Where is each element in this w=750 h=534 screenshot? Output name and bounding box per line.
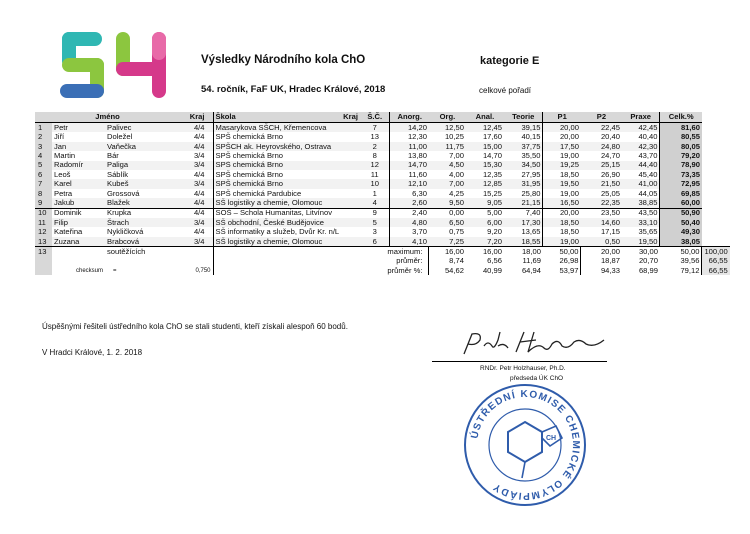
first-name-cell: Radomír — [52, 161, 105, 170]
school-region-cell — [341, 227, 360, 236]
p2-cell: 26,90 — [600, 169, 620, 179]
teorie-cell: 39,15 — [504, 123, 543, 133]
anal-cell: 17,60 — [482, 132, 502, 142]
header-p1: P1 — [543, 112, 581, 123]
summary-pct-cell: 53,97 — [559, 265, 579, 275]
order-label: celkové pořadí — [479, 86, 532, 95]
grade-cell: 4/4 — [163, 208, 213, 218]
summary-pct-cell: 68,99 — [638, 265, 658, 275]
checksum-eq: = — [113, 267, 117, 274]
total-cell: 49,30 — [660, 227, 702, 236]
teorie-cell: 21,15 — [504, 198, 543, 208]
anal-cell: 6,00 — [466, 218, 504, 227]
p2-cell: 21,50 — [581, 179, 622, 188]
p1-cell: 20,00 — [543, 208, 581, 218]
teorie-cell: 27,95 — [521, 169, 541, 179]
anal-cell: 15,25 — [482, 188, 502, 198]
p1-cell: 17,50 — [543, 142, 581, 151]
anorg-cell: 12,10 — [390, 179, 429, 188]
summary-max-cell: 50,00 — [660, 247, 702, 257]
school-cell: SPŠCH ak. Heyrovského, Ostrava — [213, 142, 341, 151]
teorie-cell: 7,40 — [504, 208, 543, 218]
grade-cell: 4/4 — [163, 123, 213, 133]
signer-name: RNDr. Petr Holzhauser, Ph.D. — [480, 365, 566, 372]
first-name-cell: Petr — [52, 123, 105, 133]
school-cell: SPŠ chemická Brno — [213, 179, 341, 188]
school-number-cell: 12 — [360, 161, 390, 170]
p2-cell: 25,15 — [581, 161, 622, 170]
org-cell: 9,50 — [429, 198, 466, 208]
table-row — [35, 208, 730, 218]
school-number-cell: 6 — [360, 237, 390, 247]
school-cell: SPŠ chemická Pardubice — [213, 189, 341, 198]
anorg-cell: 3,70 — [390, 227, 429, 236]
header-grade: Kraj — [163, 112, 213, 123]
table-row — [35, 227, 730, 236]
last-name-cell: Kubeš — [105, 179, 163, 188]
praxe-cell: 43,50 — [622, 208, 660, 218]
table-row — [35, 151, 730, 160]
anorg-cell: 14,20 — [390, 123, 429, 133]
table-header-row — [35, 112, 730, 123]
anorg-cell: 4,10 — [390, 237, 429, 247]
anorg-cell: 11,00 — [390, 142, 429, 151]
school-cell: SPŠ chemická Brno — [213, 161, 341, 170]
rank-cell: 13 — [35, 237, 52, 247]
p1-cell: 19,50 — [543, 179, 581, 188]
praxe-cell: 33,10 — [622, 218, 660, 227]
org-cell: 0,75 — [449, 227, 464, 237]
last-name-cell: Štrach — [105, 218, 163, 227]
summary-max-cell: 30,00 — [622, 247, 660, 257]
summary-avg-cell: 66,55 — [702, 256, 730, 265]
last-name-cell: Doležel — [107, 132, 133, 142]
anorg-cell: 2,40 — [390, 208, 429, 218]
last-name-cell: Palivec — [105, 123, 163, 133]
school-region-cell — [341, 198, 360, 208]
anal-cell: 15,00 — [466, 142, 504, 151]
org-cell: 12,50 — [429, 123, 466, 133]
praxe-cell: 42,45 — [622, 123, 660, 133]
p1-cell: 16,50 — [543, 198, 581, 208]
teorie-cell: 34,50 — [504, 161, 543, 170]
grade-cell: 3/4 — [163, 218, 213, 227]
summary-blank — [213, 256, 341, 265]
p2-cell: 20,40 — [600, 132, 620, 142]
summary-blank — [163, 247, 213, 257]
school-cell: SPŠ chemická Brno — [213, 151, 341, 160]
school-cell: SŠ logistiky a chemie, Olomouc — [213, 198, 341, 208]
anal-cell: 15,30 — [466, 161, 504, 170]
table-row — [35, 142, 730, 151]
grade-cell: 4/4 — [193, 188, 205, 198]
school-number-cell: 13 — [370, 132, 379, 142]
rank-cell: 2 — [35, 132, 52, 141]
school-region-cell — [341, 189, 360, 198]
summary-max-cell: 20,00 — [581, 247, 622, 257]
header-school: Škola — [213, 112, 341, 123]
org-cell: 0,00 — [429, 208, 466, 218]
p2-cell: 23,50 — [581, 208, 622, 218]
teorie-cell: 35,50 — [521, 151, 541, 161]
rank-cell: 10 — [35, 208, 52, 218]
anal-cell: 12,35 — [482, 169, 502, 179]
teorie-cell: 31,95 — [504, 179, 543, 188]
school-cell: SOŠ – Schola Humanitas, Litvínov — [213, 208, 341, 218]
org-cell: 7,25 — [429, 237, 466, 247]
first-name-cell: Jan — [52, 142, 105, 151]
grade-cell: 4/4 — [163, 198, 213, 208]
last-name-cell: Sáblík — [107, 169, 129, 179]
teorie-cell: 17,30 — [504, 218, 543, 227]
summary-blank — [52, 247, 105, 257]
header-anal: Anal. — [466, 112, 504, 123]
category-label: kategorie E — [480, 55, 540, 67]
last-name-cell: Brabcová — [105, 237, 163, 247]
school-number-cell: 4 — [360, 198, 390, 208]
org-cell: 10,25 — [444, 132, 464, 142]
table-row — [35, 198, 730, 208]
summary-avg-cell: 20,70 — [638, 256, 658, 266]
p1-cell: 18,50 — [543, 227, 581, 236]
anorg-cell: 11,60 — [390, 170, 429, 179]
p2-cell: 17,15 — [600, 227, 620, 237]
school-region-cell — [341, 123, 360, 133]
header-school-region: Kraj — [343, 112, 358, 122]
grade-cell: 4/4 — [193, 169, 205, 179]
p2-cell: 22,35 — [581, 198, 622, 208]
anal-cell: 9,05 — [466, 198, 504, 208]
first-name-cell: Leoš — [54, 169, 71, 179]
header-sc: Š.Č. — [360, 112, 390, 123]
school-region-cell — [341, 237, 360, 247]
first-name-cell: Jakub — [52, 198, 105, 208]
teorie-cell: 18,55 — [504, 237, 543, 247]
school-number-cell: 3 — [372, 227, 377, 237]
table-row — [35, 132, 730, 141]
rank-cell: 12 — [35, 227, 52, 236]
results-table — [35, 112, 730, 275]
first-name-cell: Kateřina — [54, 227, 83, 237]
anorg-cell: 12,30 — [390, 132, 429, 141]
total-cell: 80,05 — [660, 142, 702, 151]
header-org: Org. — [429, 112, 466, 123]
summary-max-cell: 16,00 — [466, 247, 504, 257]
grade-cell: 3/4 — [163, 237, 213, 247]
org-cell: 6,50 — [429, 218, 466, 227]
summary-avg-cell: 11,69 — [522, 256, 541, 266]
first-name-cell: Jiří — [54, 132, 65, 142]
rank-cell: 8 — [35, 189, 52, 198]
summary-pct-cell: 79,12 — [680, 265, 700, 275]
svg-text:CH: CH — [546, 435, 557, 442]
anal-cell: 14,70 — [482, 151, 502, 161]
school-cell: SŠ logistiky a chemie, Olomouc — [213, 237, 341, 247]
anorg-cell: 6,30 — [390, 189, 429, 198]
praxe-cell: 40,40 — [638, 132, 658, 142]
anorg-cell: 14,70 — [390, 161, 429, 170]
anal-cell: 7,20 — [466, 237, 504, 247]
rank-cell: 5 — [35, 161, 52, 170]
first-name-cell: Dominik — [52, 208, 105, 218]
grade-cell: 4/4 — [193, 227, 205, 237]
header-rank — [35, 112, 52, 123]
summary-max-cell: 18,00 — [504, 247, 543, 257]
summary-pct-cell: 66,55 — [702, 266, 730, 275]
header-name: Jméno — [52, 112, 163, 123]
praxe-cell: 43,70 — [638, 151, 658, 161]
rank-cell: 11 — [35, 218, 52, 227]
summary-pct-cell: 64,94 — [521, 265, 541, 275]
teorie-cell: 40,15 — [521, 132, 541, 142]
org-cell: 7,00 — [429, 179, 466, 188]
summary-max-cell: 50,00 — [543, 247, 581, 257]
org-cell: 4,50 — [429, 161, 466, 170]
summary-pct-cell: 54,62 — [429, 266, 466, 275]
table-row — [35, 237, 730, 247]
first-name-cell: Petra — [54, 188, 73, 198]
subtitle: 54. ročník, FaF UK, Hradec Králové, 2018 — [201, 84, 386, 95]
p2-cell: 25,05 — [600, 188, 620, 198]
participants-label: soutěžících — [105, 247, 163, 257]
last-name-cell: Krupka — [105, 208, 163, 218]
school-number-cell: 7 — [360, 123, 390, 133]
school-cell: Masarykova SŠCH, Křemencova — [213, 123, 341, 133]
header-teorie: Teorie — [504, 112, 543, 123]
school-number-cell: 5 — [360, 218, 390, 227]
table-row — [35, 170, 730, 179]
first-name-cell: Zuzana — [52, 237, 105, 247]
p1-cell: 19,00 — [543, 151, 581, 160]
header-anorg: Anorg. — [390, 112, 429, 123]
header-p2: P2 — [581, 112, 622, 123]
praxe-cell: 42,30 — [622, 142, 660, 151]
summary-blank — [52, 256, 213, 265]
total-cell: 79,20 — [660, 151, 702, 160]
first-name-cell: Filip — [52, 218, 105, 227]
total-cell: 50,90 — [660, 208, 702, 218]
p2-cell: 24,70 — [600, 151, 620, 161]
school-cell: SŠ informatiky a služeb, Dvůr Kr. n/L — [213, 227, 341, 236]
header-total: Celk.% — [660, 112, 702, 123]
anal-cell: 5,00 — [466, 208, 504, 218]
rank-cell: 7 — [35, 179, 52, 188]
total-cell: 81,60 — [660, 123, 702, 133]
summary-label: průměr: — [396, 256, 423, 266]
summary-blank — [35, 266, 52, 275]
summary-label: maximum: — [341, 247, 429, 257]
praxe-cell: 38,85 — [622, 198, 660, 208]
participant-count: 13 — [35, 247, 52, 257]
summary-avg-cell: 6,56 — [487, 256, 502, 266]
praxe-cell: 44,40 — [622, 161, 660, 170]
anal-cell: 12,85 — [466, 179, 504, 188]
anal-cell: 9,20 — [487, 227, 502, 237]
last-name-cell: Grossová — [107, 188, 140, 198]
anorg-cell: 4,80 — [390, 218, 429, 227]
school-region-cell — [341, 132, 360, 141]
grade-cell: 3/4 — [193, 151, 205, 161]
summary-row — [35, 266, 730, 275]
committee-seal-stamp — [462, 382, 588, 508]
teorie-cell: 37,75 — [504, 142, 543, 151]
org-cell: 11,75 — [429, 142, 466, 151]
total-cell: 69,85 — [660, 189, 702, 198]
total-cell: 78,90 — [660, 161, 702, 170]
last-name-cell: Paliga — [105, 161, 163, 170]
summary-row — [35, 247, 730, 257]
table-row — [35, 189, 730, 198]
school-cell: SŠ obchodní, České Budějovice — [213, 218, 341, 227]
summary-pct-cell: 40,99 — [482, 265, 502, 275]
last-name-cell: Nykličková — [107, 227, 144, 237]
table-row — [35, 123, 730, 133]
praxe-cell: 45,40 — [638, 169, 658, 179]
teorie-cell: 13,65 — [521, 227, 541, 237]
p1-cell: 18,50 — [543, 218, 581, 227]
p2-cell: 14,60 — [581, 218, 622, 227]
summary-max-cell: 16,00 — [429, 247, 466, 257]
chemistry-olympiad-logo — [58, 28, 178, 102]
summary-label: průměr %: — [387, 265, 423, 275]
first-name-cell: Martin — [54, 151, 76, 161]
total-cell: 50,40 — [660, 218, 702, 227]
summary-avg-cell: 8,74 — [429, 256, 466, 265]
school-region-cell — [341, 179, 360, 188]
school-region-cell — [341, 151, 360, 160]
first-name-cell: Karel — [52, 179, 105, 188]
svg-text:ÚSTŘEDNÍ KOMISE CHEMICKÉ OLYMP: ÚSTŘEDNÍ KOMISE CHEMICKÉ OLYMPIÁDY — [469, 388, 582, 502]
summary-pct-cell: 94,33 — [581, 266, 622, 275]
school-number-cell: 9 — [360, 208, 390, 218]
praxe-cell: 44,05 — [638, 188, 658, 198]
p1-cell: 19,00 — [543, 237, 581, 247]
org-cell: 7,00 — [449, 151, 464, 161]
rank-cell: 9 — [35, 198, 52, 208]
summary-blank — [213, 247, 341, 257]
p1-cell: 18,50 — [543, 170, 581, 179]
header-praxe: Praxe — [622, 112, 660, 123]
praxe-cell: 19,50 — [622, 237, 660, 247]
grade-cell: 4/4 — [193, 132, 205, 142]
summary-max-cell: 100,00 — [702, 247, 730, 257]
grade-cell: 4/4 — [163, 142, 213, 151]
anorg-cell: 13,80 — [390, 151, 429, 160]
total-cell: 72,95 — [660, 179, 702, 188]
place-date: V Hradci Králové, 1. 2. 2018 — [42, 348, 143, 357]
handwritten-signature — [458, 328, 608, 358]
summary-row — [35, 256, 730, 265]
checksum-value: 0,750 — [195, 267, 211, 274]
school-number-cell: 2 — [360, 142, 390, 151]
praxe-cell: 41,00 — [622, 179, 660, 188]
rank-cell: 3 — [35, 142, 52, 151]
grade-cell: 3/4 — [163, 161, 213, 170]
signer-role: předseda ÚK ChO — [510, 375, 564, 382]
grade-cell: 3/4 — [163, 179, 213, 188]
summary-avg-cell: 18,87 — [581, 256, 622, 265]
school-region-cell — [341, 218, 360, 227]
total-cell: 80,55 — [660, 132, 702, 141]
table-row — [35, 161, 730, 170]
last-name-cell: Vaňečka — [105, 142, 163, 151]
rank-cell: 6 — [35, 170, 52, 179]
rank-cell: 1 — [35, 123, 52, 133]
org-cell: 4,00 — [449, 169, 464, 179]
p1-cell: 19,00 — [543, 189, 581, 198]
summary-blank — [35, 256, 52, 265]
signature-line — [432, 361, 607, 362]
last-name-cell: Bár — [107, 151, 119, 161]
school-region-cell — [341, 208, 360, 218]
school-number-cell: 8 — [372, 151, 377, 161]
school-region-cell — [341, 142, 360, 151]
summary-avg-cell: 39,56 — [680, 256, 700, 266]
anorg-cell: 2,60 — [390, 198, 429, 208]
school-number-cell: 1 — [372, 188, 377, 198]
praxe-cell: 35,65 — [638, 227, 658, 237]
total-cell: 38,05 — [660, 237, 702, 247]
summary-avg-cell: 26,98 — [559, 256, 579, 266]
p1-cell: 20,00 — [543, 123, 581, 133]
school-region-cell — [341, 161, 360, 170]
school-region-cell — [341, 170, 360, 179]
summary-blank — [213, 266, 341, 275]
school-cell: SPŠ chemická Brno — [213, 132, 341, 141]
p1-cell: 19,25 — [543, 161, 581, 170]
total-cell: 60,00 — [660, 198, 702, 208]
success-note: Úspěšnými řešiteli ústředního kola ChO se stali studenti, kteří získali alespoň 60 bodů. — [42, 322, 348, 331]
total-cell: 73,35 — [660, 170, 702, 179]
p2-cell: 0,50 — [581, 237, 622, 247]
rank-cell: 4 — [35, 151, 52, 160]
p1-cell: 20,00 — [543, 132, 581, 141]
p2-cell: 24,80 — [581, 142, 622, 151]
teorie-cell: 25,80 — [521, 188, 541, 198]
school-number-cell: 11 — [370, 169, 379, 179]
table-row — [35, 179, 730, 188]
school-number-cell: 10 — [360, 179, 390, 188]
school-cell: SPŠ chemická Brno — [213, 170, 341, 179]
table-row — [35, 218, 730, 227]
p2-cell: 22,45 — [581, 123, 622, 133]
anal-cell: 12,45 — [466, 123, 504, 133]
document-title: Výsledky Národního kola ChO — [201, 54, 366, 66]
last-name-cell: Blažek — [105, 198, 163, 208]
checksum-label: checksum — [75, 267, 103, 274]
org-cell: 4,25 — [449, 188, 464, 198]
